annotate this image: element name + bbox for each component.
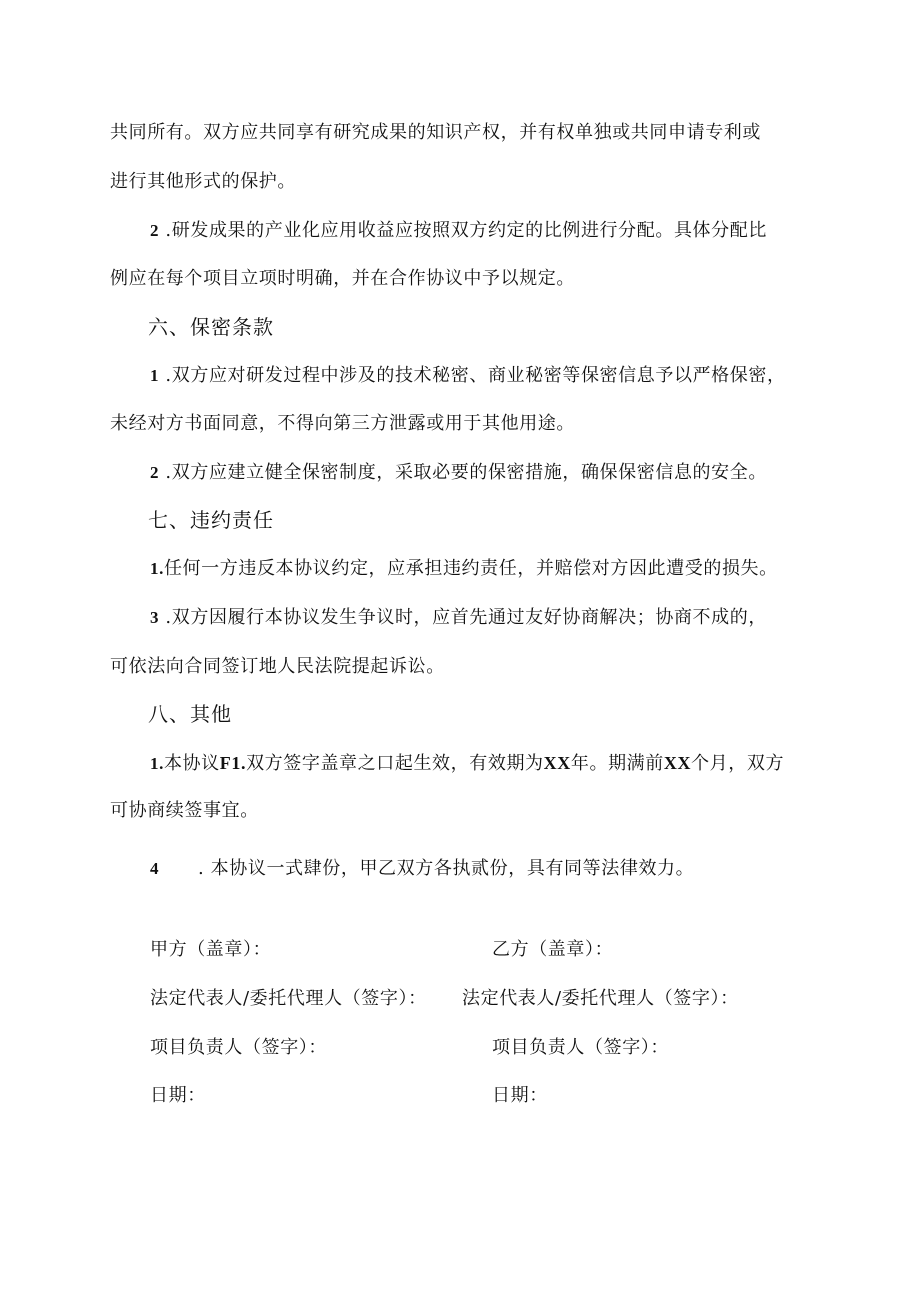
party-b-date-label: 日期： [492, 1085, 548, 1106]
item-number: 1 [150, 366, 160, 385]
party-b-leader-label: 项目负责人（签字）： [492, 1037, 669, 1058]
paragraph-line [110, 799, 259, 823]
section7-item3 [150, 606, 767, 630]
item-number: 2 [150, 463, 160, 482]
party-b-seal-label: 乙方（盖章）： [492, 939, 614, 960]
paragraph-line [110, 412, 575, 436]
section8-item4-line1: . 本协议一式肆份，甲乙双方各执贰份，具有同等法律效力。 [198, 858, 695, 879]
party-b-legal-rep-label: 法定代表人/委托代理人（签字）： [462, 988, 739, 1009]
item-number: 3 [150, 608, 160, 627]
section8-heading: 八、其他 [148, 702, 232, 726]
section7-heading: 七、违约责任 [148, 508, 274, 532]
section5-cont-line2: 进行其他形式的保护。 [110, 171, 296, 192]
paragraph-line [110, 655, 445, 679]
section6-heading: 六、保密条款 [148, 315, 274, 339]
section6-item1 [150, 364, 786, 388]
section7-item3-line1: .双方因履行本协议发生争议时，应首先通过友好协商解决；协商不成的， [159, 607, 767, 628]
party-a-seal-label: 甲方（盖章）： [150, 939, 272, 960]
item-number: 2 [150, 221, 160, 240]
section8-item1-bold2: XX [543, 753, 571, 773]
section8-item1-part4: 个月，双方 [691, 753, 785, 774]
section7-item1-line1: 任何一方违反本协议约定，应承担违约责任，并赔偿对方因此遭受的损失。 [163, 558, 778, 579]
section6-item1-line2: 未经对方书面同意，不得向第三方泄露或用于其他用途。 [110, 413, 575, 434]
paragraph-line [110, 267, 575, 291]
section8-item1-part2: 双方签字盖章之口起生效，有效期为 [246, 753, 544, 774]
section7-item1 [150, 557, 778, 581]
party-a-legal-rep-label: 法定代表人/委托代理人（签字）： [150, 988, 427, 1009]
item-number: 1. [150, 559, 164, 578]
section5-item2-line1: .研发成果的产业化应用收益应按照双方约定的比例进行分配。具体分配比 [159, 220, 767, 241]
section6-item2 [150, 461, 767, 485]
paragraph-line [110, 121, 761, 145]
item-number: 4 [150, 859, 160, 878]
section5-item2-line2: 例应在每个项目立项时明确，并在合作协议中予以规定。 [110, 268, 575, 289]
section7-item3-line2: 可依法向合同签订地人民法院提起诉讼。 [110, 656, 445, 677]
section6-item1-line1: .双方应对研发过程中涉及的技术秘密、商业秘密等保密信息予以严格保密， [159, 365, 786, 386]
section8-item1-part3: 年。期满前 [570, 753, 664, 774]
section8-item1-line2: 可协商续签事宜。 [110, 800, 259, 821]
section8-item1 [150, 751, 784, 776]
section6-item2-line1: .双方应建立健全保密制度，采取必要的保密措施，确保保密信息的安全。 [159, 462, 767, 483]
item-number: 1. [150, 754, 164, 773]
section8-item1-bold1: F1. [219, 753, 247, 773]
party-a-leader-label: 项目负责人（签字）： [150, 1037, 327, 1058]
section8-item4 [150, 857, 694, 881]
section8-item1-bold3: XX [663, 753, 692, 773]
section5-item2 [150, 219, 767, 243]
section8-item1-part1: 本协议 [163, 753, 220, 774]
party-a-date-label: 日期： [150, 1085, 206, 1106]
paragraph-line [110, 170, 296, 194]
section5-cont-line1: 共同所有。双方应共同享有研究成果的知识产权，并有权单独或共同申请专利或 [110, 122, 761, 143]
